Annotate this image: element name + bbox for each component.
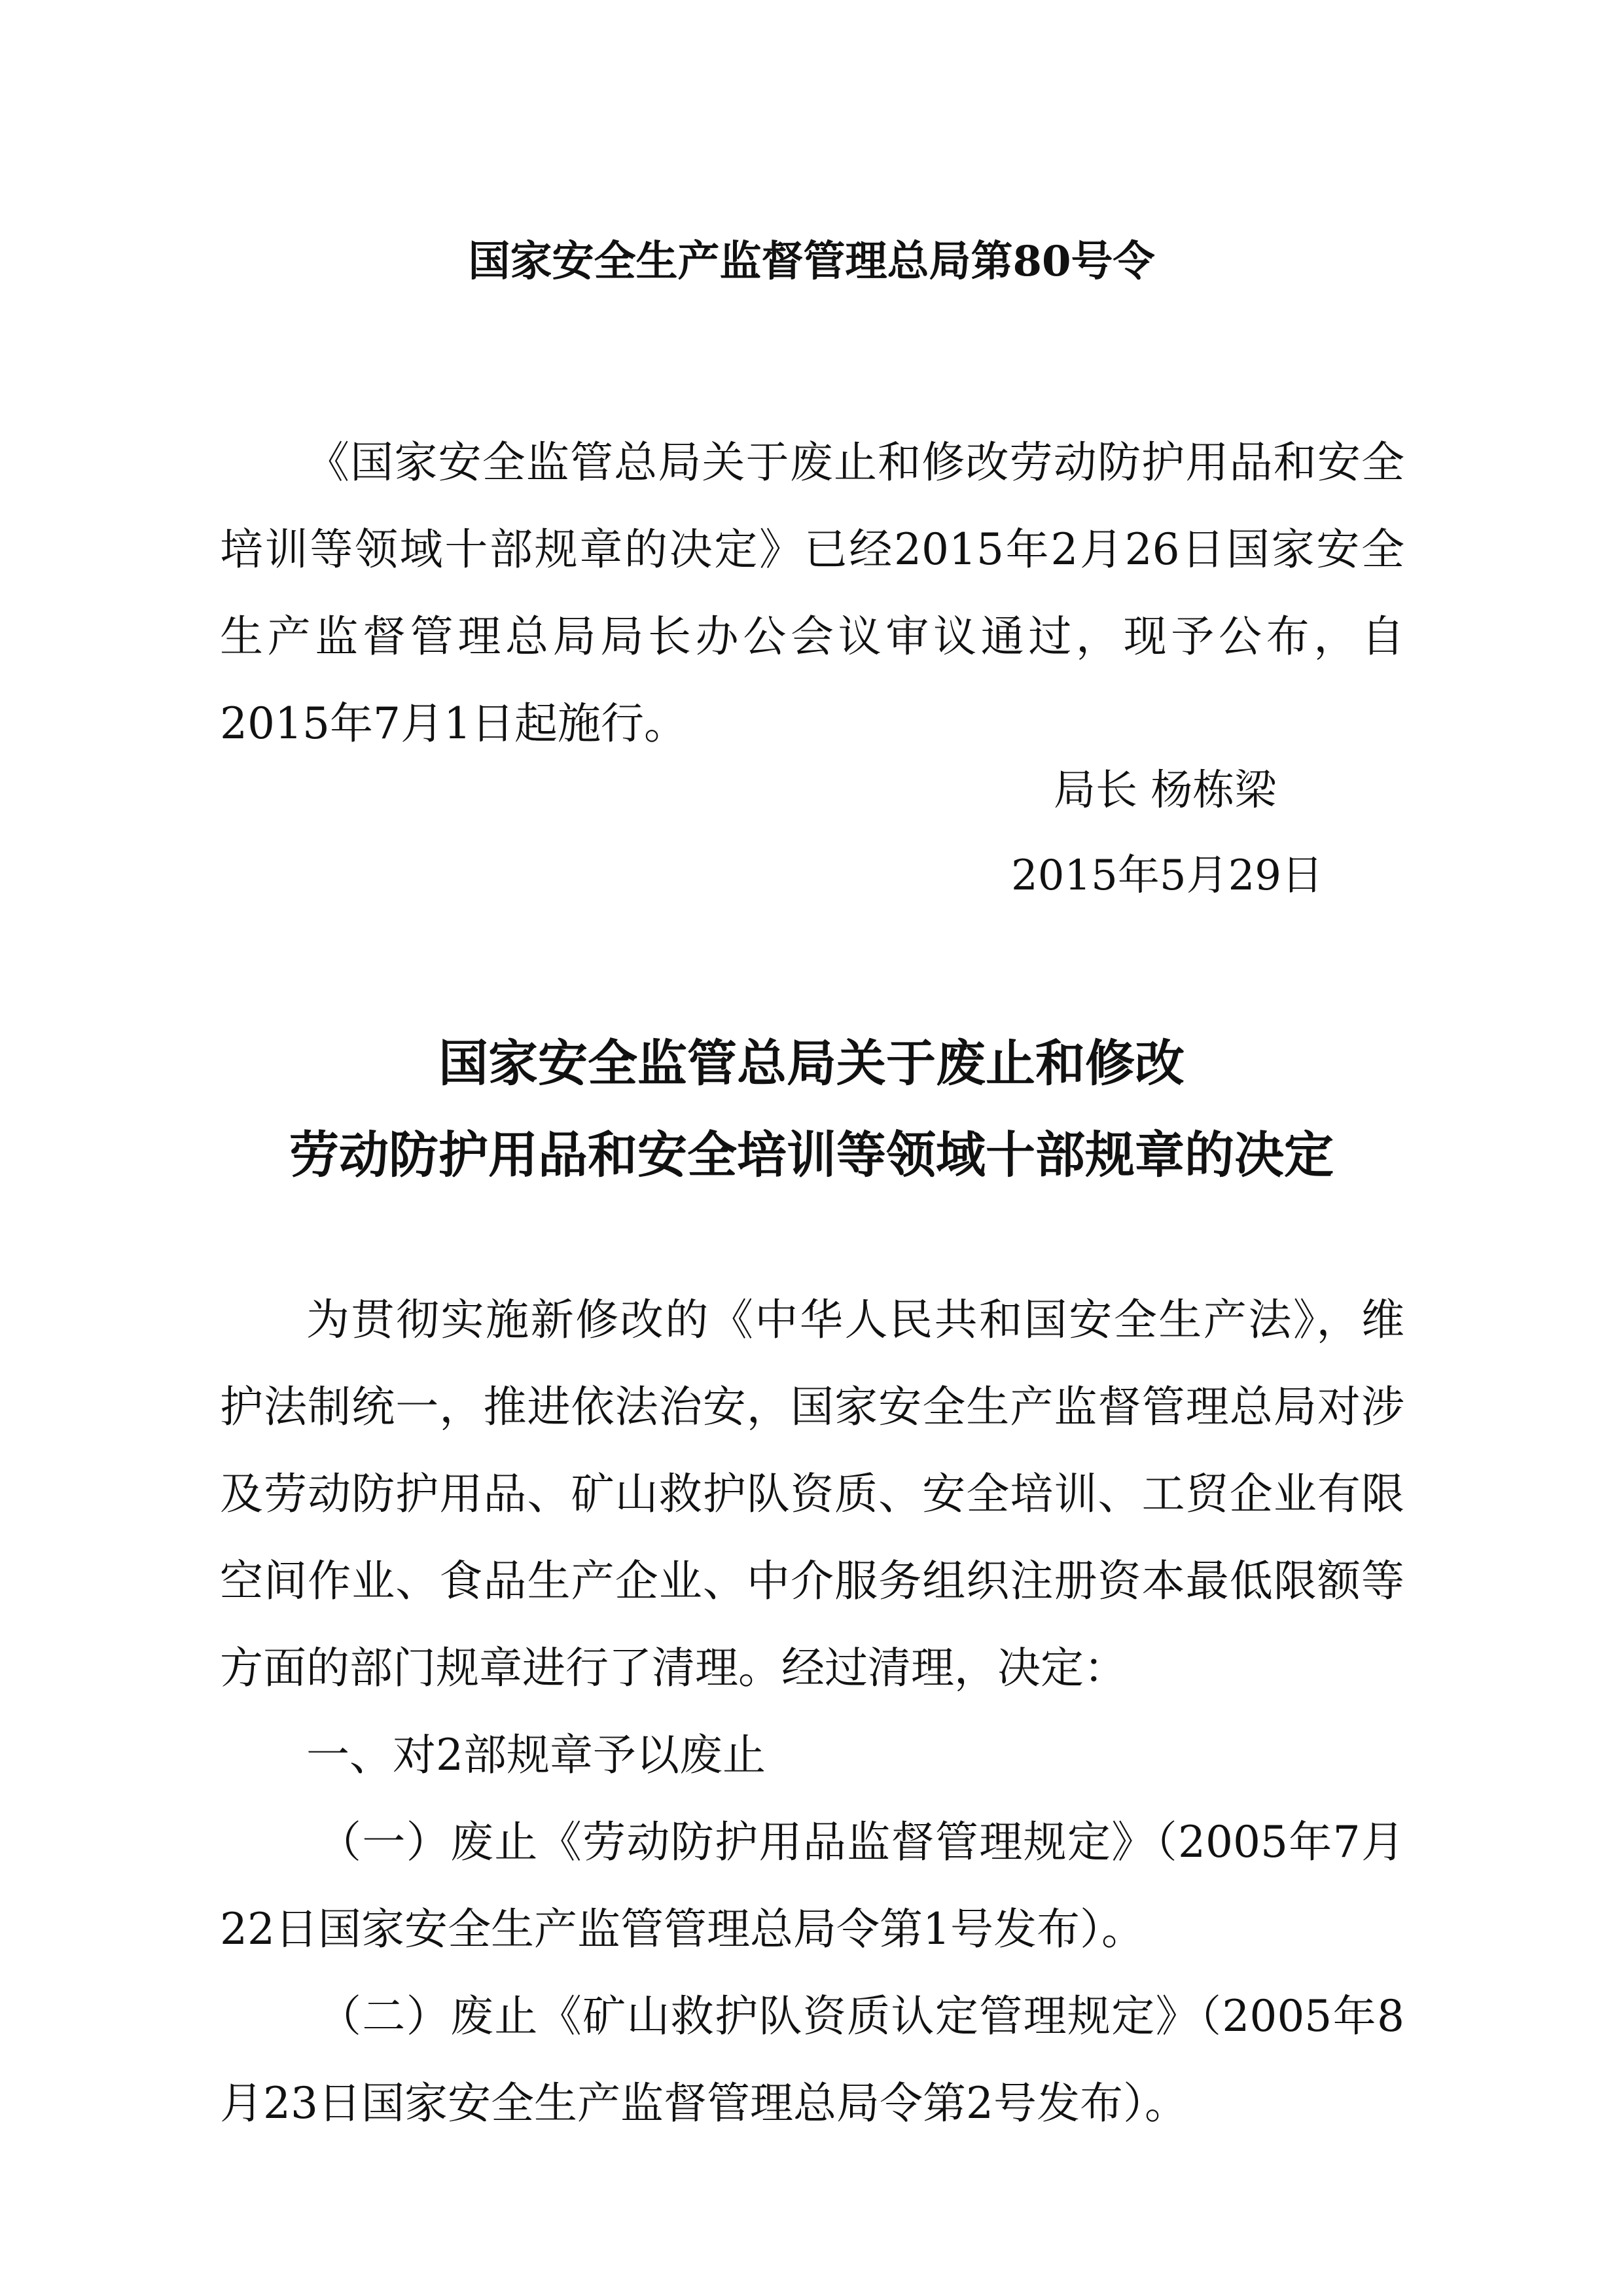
decision-title — [0, 1018, 1623, 1201]
signature-date: 2015年5月29日 — [1011, 852, 1324, 900]
section-heading-1: 一、对2部规章予以废止 — [306, 1730, 766, 1780]
repeal-item-1: （一）废止《劳动防护用品监督管理规定》（2005年7月22日国家安全生产监管管理总局令第1号发布）。 — [220, 1817, 1404, 1954]
order-body: 《国家安全监管总局关于废止和修改劳动防护用品和安全培训等领域十部规章的决定》已经2015年2月26日国家安全生产监督管理总局局长办公会议审议通过，现予公布，自2015年7月1日起施行。 — [220, 437, 1404, 749]
decision-title-line1: 国家安全监管总局关于废止和修改 — [438, 1034, 1185, 1092]
order-title: 国家安全生产监督管理总局第80号令 — [468, 237, 1155, 286]
repeal-item-2: （二）废止《矿山救护队资质认定管理规定》（2005年8月23日国家安全生产监督管理总局令第2号发布）。 — [220, 1991, 1404, 2128]
decision-body — [220, 1276, 1404, 2147]
decision-intro: 为贯彻实施新修改的《中华人民共和国安全生产法》，维护法制统一，推进依法治安，国家安全生产监督管理总局对涉及劳动防护用品、矿山救护队资质、安全培训、工贸企业有限空间作业、食品生产企业、中介服务组织注册资本最低限额等方面的部门规章进行了清理。经过清理，决定： — [220, 1295, 1404, 1693]
signature: 局长 杨栋梁 — [1054, 766, 1277, 815]
decision-title-line2: 劳动防护用品和安全培训等领域十部规章的决定 — [289, 1126, 1334, 1184]
